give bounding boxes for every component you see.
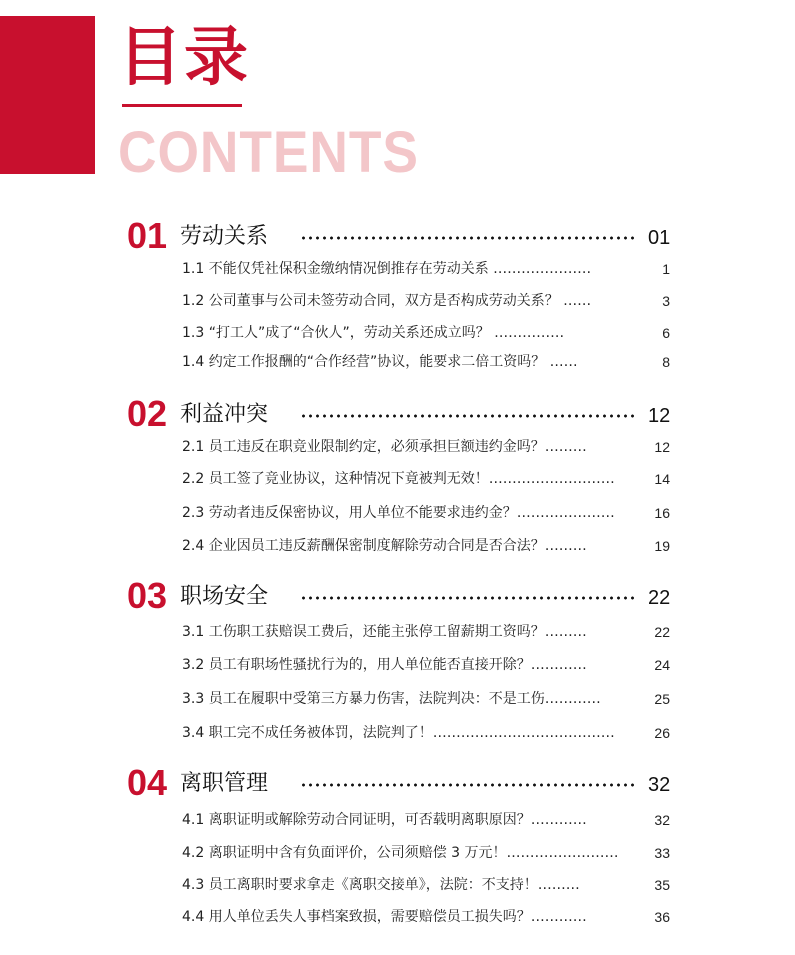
section-page: 22 xyxy=(648,587,671,609)
toc-item-text: 3.3 员工在履职中受第三方暴力伤害，法院判决：不是工伤………… xyxy=(182,691,601,707)
toc-item-page: 33 xyxy=(654,845,670,861)
dot-leader xyxy=(300,236,635,240)
section-number: 04 xyxy=(127,762,168,803)
toc-item[interactable] xyxy=(0,652,795,678)
toc-item[interactable] xyxy=(0,466,795,492)
toc-item-page: 16 xyxy=(654,505,670,521)
toc-item[interactable] xyxy=(0,500,795,526)
toc-item-text: 3.2 员工有职场性骚扰行为的，用人单位能否直接开除？………… xyxy=(182,657,587,673)
section-page: 12 xyxy=(648,405,671,427)
toc-item-page: 36 xyxy=(654,909,670,925)
page-title: 目录 xyxy=(118,21,250,95)
dot-leader xyxy=(300,783,635,787)
toc-item-page: 22 xyxy=(654,624,670,640)
toc-item-text: 2.1 员工违反在职竞业限制约定，必须承担巨额违约金吗？……… xyxy=(182,439,587,455)
toc-item-text: 4.1 离职证明或解除劳动合同证明，可否载明离职原因？………… xyxy=(182,812,587,828)
toc-item[interactable] xyxy=(0,533,795,559)
dot-leader xyxy=(300,596,635,600)
toc-item[interactable] xyxy=(0,256,795,282)
toc-item-text: 3.1 工伤职工获赔误工费后，还能主张停工留薪期工资吗？……… xyxy=(182,624,587,640)
toc-item-page: 1 xyxy=(662,261,670,277)
section-title[interactable]: 劳动关系 xyxy=(180,224,269,249)
toc-item[interactable] xyxy=(0,840,795,866)
toc-item-page: 32 xyxy=(654,812,670,828)
toc-item-text: 2.2 员工签了竞业协议，这种情况下竟被判无效！……………………… xyxy=(182,471,615,487)
toc-item-page: 24 xyxy=(654,657,670,673)
section-page: 32 xyxy=(648,774,671,796)
toc-item-page: 25 xyxy=(654,691,670,707)
title-underline xyxy=(122,104,242,107)
section-number: 03 xyxy=(127,575,168,616)
toc-item-page: 35 xyxy=(654,877,670,893)
toc-item[interactable] xyxy=(0,320,795,346)
toc-item[interactable] xyxy=(0,686,795,712)
toc-item[interactable] xyxy=(0,904,795,930)
toc-item-text: 1.1 不能仅凭社保积金缴纳情况倒推存在劳动关系 ………………… xyxy=(182,261,592,277)
toc-item-page: 6 xyxy=(662,325,670,341)
toc-item[interactable] xyxy=(0,807,795,833)
toc-item-text: 2.4 企业因员工违反薪酬保密制度解除劳动合同是否合法？……… xyxy=(182,538,587,554)
toc-item-page: 26 xyxy=(654,725,670,741)
toc-item-text: 1.4 约定工作报酬的“合作经营”协议，能要求二倍工资吗？ …… xyxy=(182,354,578,370)
toc-item[interactable] xyxy=(0,619,795,645)
section-number: 01 xyxy=(127,215,168,256)
toc-item-page: 19 xyxy=(654,538,670,554)
toc-item-page: 8 xyxy=(662,354,670,370)
toc-item-text: 4.2 离职证明中含有负面评价，公司须赔偿 3 万元！…………………… xyxy=(182,845,619,861)
section-title[interactable]: 离职管理 xyxy=(180,771,269,796)
red-decor-block xyxy=(0,16,95,174)
toc-item-text: 3.4 职工完不成任务被体罚，法院判了！………………………………… xyxy=(182,725,615,741)
dot-leader xyxy=(300,414,635,418)
toc-item-text: 4.4 用人单位丢失人事档案致损，需要赔偿员工损失吗？………… xyxy=(182,909,587,925)
toc-item[interactable] xyxy=(0,720,795,746)
contents-subtitle: CONTENTS xyxy=(118,120,419,185)
section-title[interactable]: 职场安全 xyxy=(180,584,269,609)
toc-item-page: 12 xyxy=(654,439,670,455)
toc-item[interactable] xyxy=(0,288,795,314)
section-page: 01 xyxy=(648,227,671,249)
toc-item-text: 1.2 公司董事与公司未签劳动合同，双方是否构成劳动关系？ …… xyxy=(182,293,592,309)
toc-item[interactable] xyxy=(0,349,795,375)
section-title[interactable]: 利益冲突 xyxy=(180,402,269,427)
toc-item-text: 1.3 “打工人”成了“合伙人”，劳动关系还成立吗？ …………… xyxy=(182,325,565,341)
section-number: 02 xyxy=(127,393,168,434)
toc-item-page: 3 xyxy=(662,293,670,309)
toc-item-text: 4.3 员工离职时要求拿走《离职交接单》，法院：不支持！……… xyxy=(182,877,580,893)
toc-item-page: 14 xyxy=(654,471,670,487)
toc-item-text: 2.3 劳动者违反保密协议，用人单位不能要求违约金？………………… xyxy=(182,505,615,521)
toc-item[interactable] xyxy=(0,872,795,898)
toc-item[interactable] xyxy=(0,434,795,460)
